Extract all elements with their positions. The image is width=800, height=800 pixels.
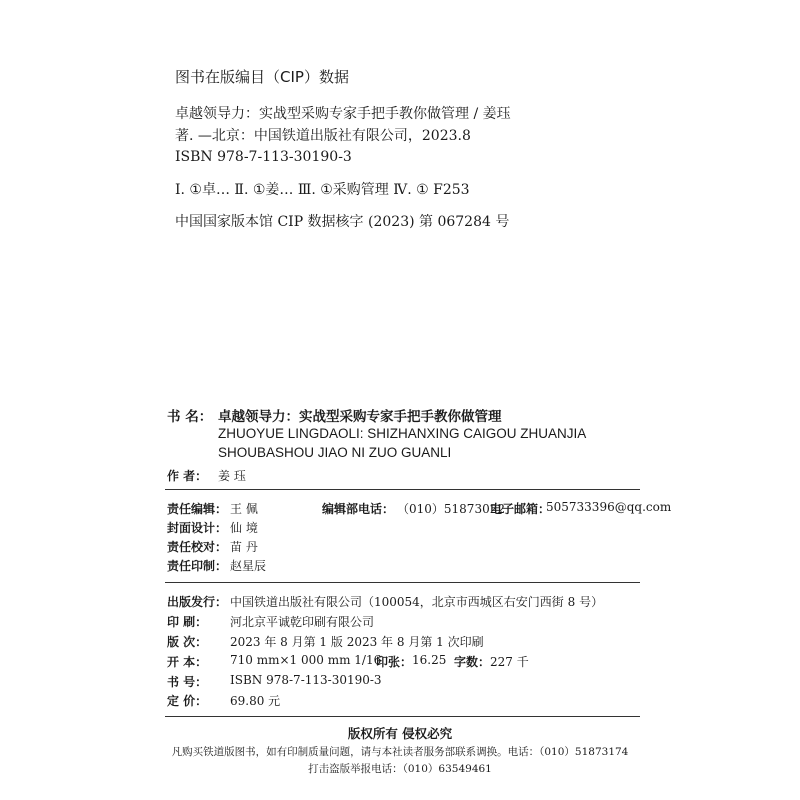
book-title-pinyin-line1: ZHUOYUE LINGDAOLI: SHIZHANXING CAIGOU ZHUANJIA <box>218 426 587 441</box>
word-count-label: 字数： <box>454 655 491 669</box>
cover-design-label: 封面设计： <box>167 521 228 535</box>
word-count: 227 千 <box>490 655 529 669</box>
piracy-hotline: 打击盗版举报电话：（010）63549461 <box>308 763 492 775</box>
email: 505733396@qq.com <box>546 500 672 514</box>
publisher-label: 出版发行： <box>167 595 228 609</box>
book-title: 卓越领导力：实战型采购专家手把手教你做管理 <box>218 409 502 425</box>
format: 710 mm×1 000 mm 1/16 <box>230 653 382 667</box>
format-label: 开 本： <box>167 655 208 669</box>
edition-label: 版 次： <box>167 635 208 649</box>
price: 69.80 元 <box>230 694 281 708</box>
proofreader: 苗 丹 <box>230 540 258 554</box>
author-label: 作 者： <box>167 469 208 483</box>
author: 姜 珏 <box>218 469 246 483</box>
divider-top <box>165 489 640 490</box>
rights-statement: 版权所有 侵权必究 <box>347 726 453 741</box>
edition: 2023 年 8 月第 1 版 2023 年 8 月第 1 次印刷 <box>230 635 484 649</box>
cip-verification: 中国国家版本馆 CIP 数据核字 (2023) 第 067284 号 <box>175 214 510 230</box>
cip-title-line: 卓越领导力：实战型采购专家手把手教你做管理 / 姜珏 <box>175 106 511 122</box>
cip-heading: 图书在版编目（CIP）数据 <box>175 68 349 86</box>
editor: 王 佩 <box>230 502 258 516</box>
cover-designer: 仙 境 <box>230 521 258 535</box>
divider-middle <box>165 582 640 583</box>
print-supervisor-label: 责任印制： <box>167 559 228 573</box>
cip-classification: Ⅰ. ①卓… Ⅱ. ①姜… Ⅲ. ①采购管理 Ⅳ. ① F253 <box>175 182 470 198</box>
editor-label: 责任编辑： <box>167 502 228 516</box>
proofreader-label: 责任校对： <box>167 540 228 554</box>
book-title-pinyin-line2: SHOUBASHOU JIAO NI ZUO GUANLI <box>218 445 452 460</box>
divider-bottom <box>165 716 640 717</box>
cip-isbn: ISBN 978-7-113-30190-3 <box>175 149 352 165</box>
price-label: 定 价： <box>167 694 208 708</box>
sheets-label: 印张： <box>376 655 413 669</box>
quality-notice: 凡购买铁道版图书，如有印制质量问题，请与本社读者服务部联系调换。电话：（010）51873174 <box>171 746 629 758</box>
print-supervisor: 赵星辰 <box>230 559 267 573</box>
cip-publisher-line: 著. —北京：中国铁道出版社有限公司，2023.8 <box>175 128 471 144</box>
printer: 河北京平诚乾印刷有限公司 <box>230 615 375 629</box>
book-title-label: 书 名： <box>167 409 213 425</box>
isbn: ISBN 978-7-113-30190-3 <box>230 673 382 687</box>
isbn-label: 书 号： <box>167 675 208 689</box>
publisher: 中国铁道出版社有限公司（100054，北京市西城区右安门西街 8 号） <box>230 595 604 609</box>
email-label: 电子邮箱： <box>490 502 551 516</box>
printer-label: 印 刷： <box>167 615 208 629</box>
phone-label: 编辑部电话： <box>322 502 395 516</box>
sheets: 16.25 <box>412 653 447 667</box>
editorial-phone: （010）51873022 <box>397 502 505 516</box>
